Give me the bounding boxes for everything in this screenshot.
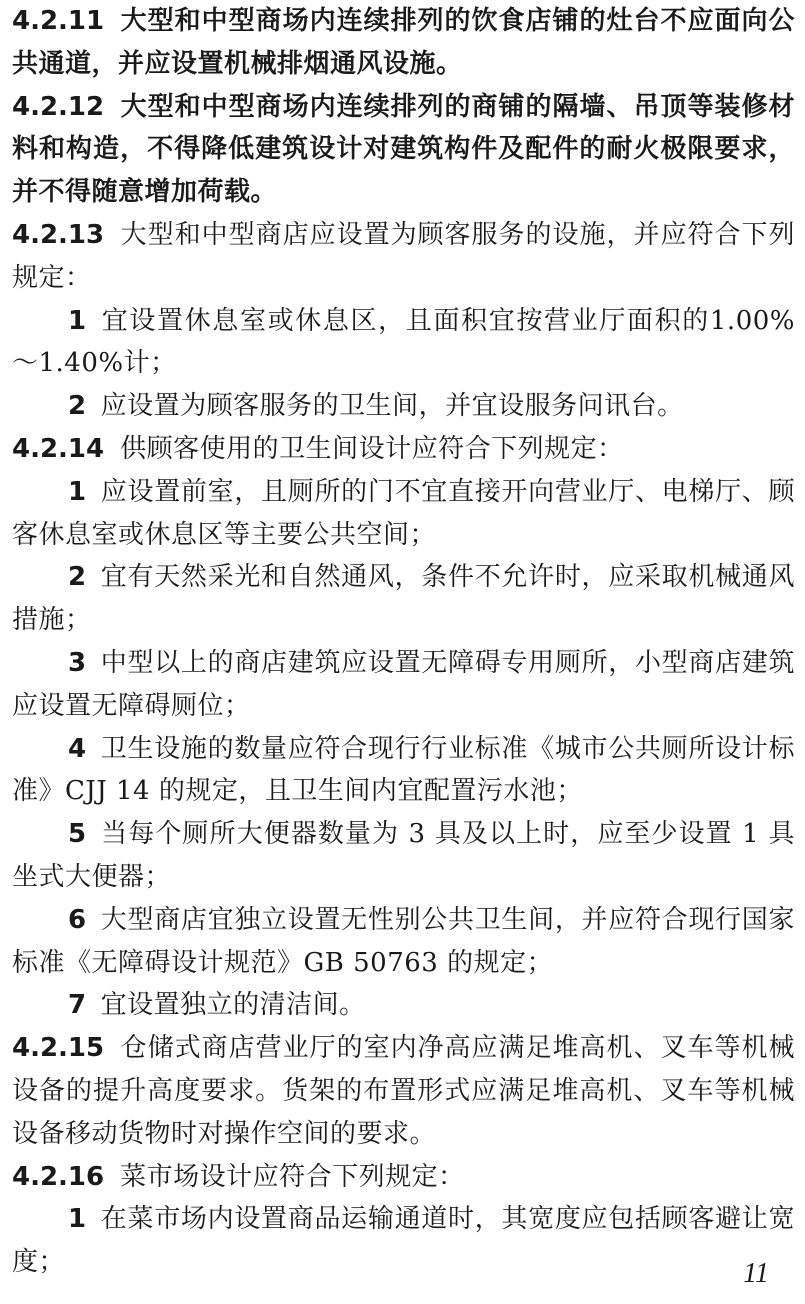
list-item (12, 385, 795, 428)
list-item (12, 984, 795, 1027)
item-text: 应设置前室，且厕所的门不宜直接开向营业厅、电梯厅、顾客休息室或休息区等主要公共空间； (12, 476, 795, 550)
page-content (12, 0, 795, 1284)
item-number: 7 (68, 990, 87, 1021)
item-text: 宜设置独立的清洁间。 (100, 990, 366, 1021)
item-number: 1 (68, 305, 87, 336)
clause-number: 4.2.15 (12, 1033, 105, 1064)
clause-number: 4.2.14 (12, 433, 105, 464)
item-text: 宜设置休息室或休息区，且面积宜按营业厅面积的1.00%～1.40%计； (12, 305, 795, 379)
clause-text: 供顾客使用的卫生间设计应符合下列规定： (120, 433, 624, 464)
list-item (12, 642, 795, 728)
clause-4-2-11 (12, 0, 795, 86)
clause-4-2-13 (12, 214, 795, 300)
clause-4-2-16 (12, 1156, 795, 1199)
clause-number: 4.2.12 (12, 91, 105, 122)
item-number: 2 (68, 391, 87, 422)
clause-number: 4.2.13 (12, 219, 105, 250)
clause-text: 大型和中型商店应设置为顾客服务的设施，并应符合下列规定： (12, 219, 795, 293)
item-number: 3 (68, 647, 87, 678)
item-text: 宜有天然采光和自然通风，条件不允许时，应采取机械通风措施； (12, 562, 795, 636)
list-item (12, 899, 795, 985)
clause-4-2-14 (12, 428, 795, 471)
clause-text: 大型和中型商场内连续排列的商铺的隔墙、吊顶等装修材料和构造，不得降低建筑设计对建筑构件及配件的耐火极限要求，并不得随意增加荷载。 (12, 91, 795, 208)
item-number: 1 (68, 476, 87, 507)
item-text: 卫生设施的数量应符合现行行业标准《城市公共厕所设计标准》CJJ 14 的规定，且卫生间内宜配置污水池； (12, 733, 795, 807)
item-number: 6 (68, 904, 87, 935)
item-text: 当每个厕所大便器数量为 3 具及以上时，应至少设置 1 具坐式大便器； (12, 819, 795, 892)
page-number: 11 (743, 1258, 769, 1289)
list-item (12, 300, 795, 386)
list-item (12, 556, 795, 642)
item-text: 应设置为顾客服务的卫生间，并宜设服务问讯台。 (100, 391, 684, 422)
item-number: 1 (68, 1204, 87, 1235)
clause-number: 4.2.16 (12, 1161, 105, 1192)
clause-number: 4.2.11 (12, 6, 105, 36)
clause-text: 仓储式商店营业厅的室内净高应满足堆高机、叉车等机械设备的提升高度要求。货架的布置形式应满足堆高机、叉车等机械设备移动货物时对操作空间的要求。 (12, 1033, 795, 1149)
item-number: 4 (68, 733, 87, 764)
list-item (12, 471, 795, 557)
list-item (12, 1198, 795, 1284)
item-text: 大型商店宜独立设置无性别公共卫生间，并应符合现行国家标准《无障碍设计规范》GB 50763 的规定； (12, 904, 795, 978)
item-text: 在菜市场内设置商品运输通道时，其宽度应包括顾客避让宽度； (12, 1204, 795, 1278)
clause-text: 大型和中型商场内连续排列的饮食店铺的灶台不应面向公共通道，并应设置机械排烟通风设施。 (12, 6, 795, 79)
list-item (12, 813, 795, 899)
item-number: 5 (68, 819, 87, 850)
clause-text: 菜市场设计应符合下列规定： (120, 1161, 465, 1192)
clause-4-2-15 (12, 1027, 795, 1155)
clause-4-2-12 (12, 86, 795, 214)
item-text: 中型以上的商店建筑应设置无障碍专用厕所，小型商店建筑应设置无障碍厕位； (12, 647, 795, 721)
list-item (12, 728, 795, 814)
item-number: 2 (68, 562, 87, 593)
